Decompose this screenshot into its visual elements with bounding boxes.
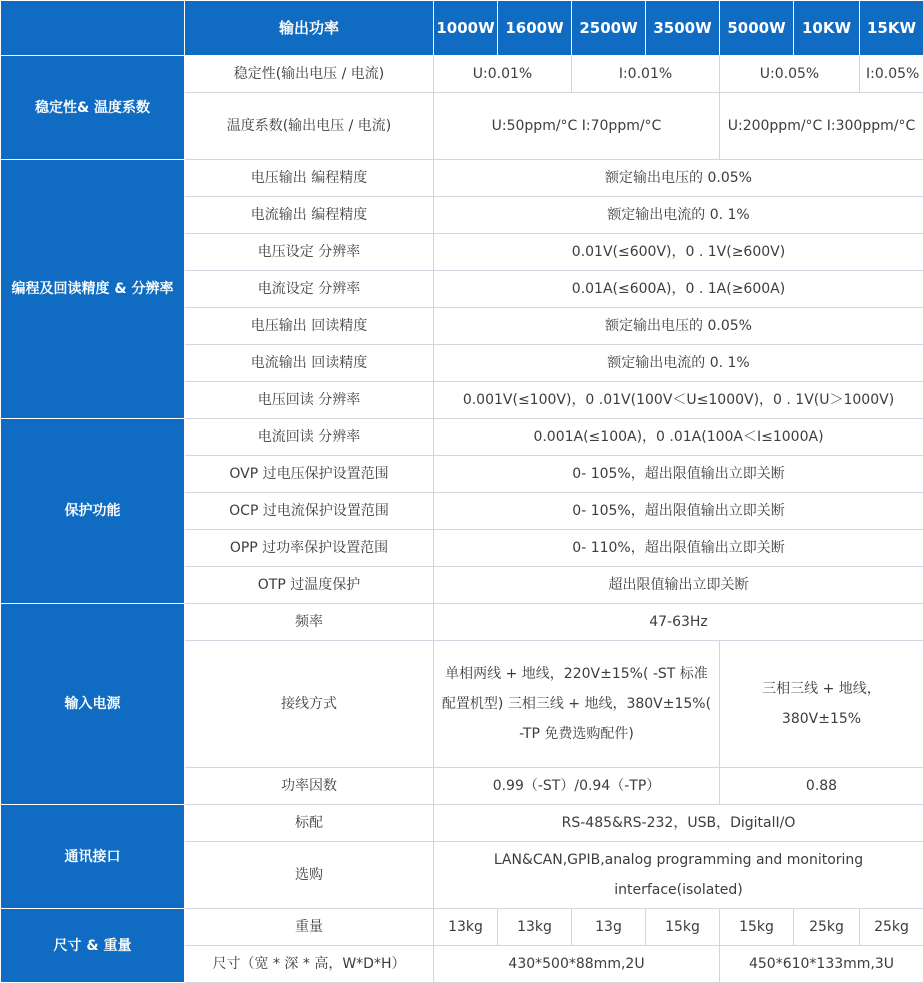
header-title: 输出功率 [185,1,434,56]
table-cell: 13kg [434,909,498,946]
table-cell: 超出限值输出立即关断 [434,567,923,604]
row-label: 尺寸（宽 * 深 * 高，W*D*H） [185,946,434,983]
table-row [1,160,923,197]
table-cell: 额定输出电压的 0.05% [434,160,923,197]
row-label: 频率 [185,604,434,641]
table-cell: U:200ppm/°C I:300ppm/°C [720,93,923,160]
table-cell: RS-485&RS-232，USB，DigitalI/O [434,805,923,842]
row-label: 标配 [185,805,434,842]
table-cell: 0- 105%，超出限值输出立即关断 [434,456,923,493]
model-3500w: 3500W [646,1,720,56]
table-row [1,56,923,93]
model-15kw: 15KW [860,1,923,56]
table-cell: I:0.05% [860,56,923,93]
row-label: 电压输出 回读精度 [185,308,434,345]
table-cell: 430*500*88mm,2U [434,946,720,983]
table-cell: 25kg [794,909,860,946]
table-cell: 15kg [720,909,794,946]
table-cell: 0.88 [720,768,923,805]
table-cell: 0.01A(≤600A)，0 . 1A(≥600A) [434,271,923,308]
table-cell: 15kg [646,909,720,946]
table-cell: 0.001V(≤100V)，0 .01V(100V＜U≤1000V)，0 . 1V(U＞1000V) [434,382,923,419]
table-cell: 13g [572,909,646,946]
row-label: 电压回读 分辨率 [185,382,434,419]
row-label: 电流输出 编程精度 [185,197,434,234]
table-row [1,604,923,641]
table-cell: 单相两线 + 地线，220V±15%( -ST 标准配置机型) 三相三线 + 地线，380V±15%( -TP 免费选购配件) [434,641,720,768]
header-corner [1,1,185,56]
row-label: 电流设定 分辨率 [185,271,434,308]
table-cell: 13kg [498,909,572,946]
row-label: 电压设定 分辨率 [185,234,434,271]
row-label: 温度系数(输出电压 / 电流) [185,93,434,160]
table-cell: 0.001A(≤100A)，0 .01A(100A＜I≤1000A) [434,419,923,456]
table-cell: U:0.05% [720,56,860,93]
category-stability: 稳定性& 温度系数 [1,56,185,160]
table-cell: 0.01V(≤600V)，0 . 1V(≥600V) [434,234,923,271]
row-label: 选购 [185,842,434,909]
table-cell: I:0.01% [572,56,720,93]
model-10kw: 10KW [794,1,860,56]
table-row [1,909,923,946]
category-comm: 通讯接口 [1,805,185,909]
table-row [1,805,923,842]
category-size: 尺寸 & 重量 [1,909,185,983]
row-label: OTP 过温度保护 [185,567,434,604]
header-row [1,1,923,56]
table-cell: 47-63Hz [434,604,923,641]
row-label: OVP 过电压保护设置范围 [185,456,434,493]
table-row [1,419,923,456]
table-cell: 0.99（-ST）/0.94（-TP） [434,768,720,805]
table-cell: 额定输出电流的 0. 1% [434,197,923,234]
table-cell: U:0.01% [434,56,572,93]
model-1000w: 1000W [434,1,498,56]
row-label: 电流回读 分辨率 [185,419,434,456]
table-cell: 额定输出电流的 0. 1% [434,345,923,382]
model-2500w: 2500W [572,1,646,56]
category-protection: 保护功能 [1,419,185,604]
table-cell: 三相三线 + 地线，380V±15% [720,641,923,768]
category-input: 输入电源 [1,604,185,805]
table-cell: 额定输出电压的 0.05% [434,308,923,345]
row-label: 稳定性(输出电压 / 电流) [185,56,434,93]
row-label: OCP 过电流保护设置范围 [185,493,434,530]
category-programming: 编程及回读精度 & 分辨率 [1,160,185,419]
row-label: 接线方式 [185,641,434,768]
row-label: 电流输出 回读精度 [185,345,434,382]
table-cell: 25kg [860,909,923,946]
row-label: 重量 [185,909,434,946]
table-cell: 0- 105%，超出限值输出立即关断 [434,493,923,530]
table-cell: 0- 110%，超出限值输出立即关断 [434,530,923,567]
table-cell: U:50ppm/°C I:70ppm/°C [434,93,720,160]
table-cell: 450*610*133mm,3U [720,946,923,983]
row-label: 电压输出 编程精度 [185,160,434,197]
row-label: OPP 过功率保护设置范围 [185,530,434,567]
model-1600w: 1600W [498,1,572,56]
row-label: 功率因数 [185,768,434,805]
table-cell: LAN&CAN,GPIB,analog programming and monitoring interface(isolated) [434,842,923,909]
model-5000w: 5000W [720,1,794,56]
